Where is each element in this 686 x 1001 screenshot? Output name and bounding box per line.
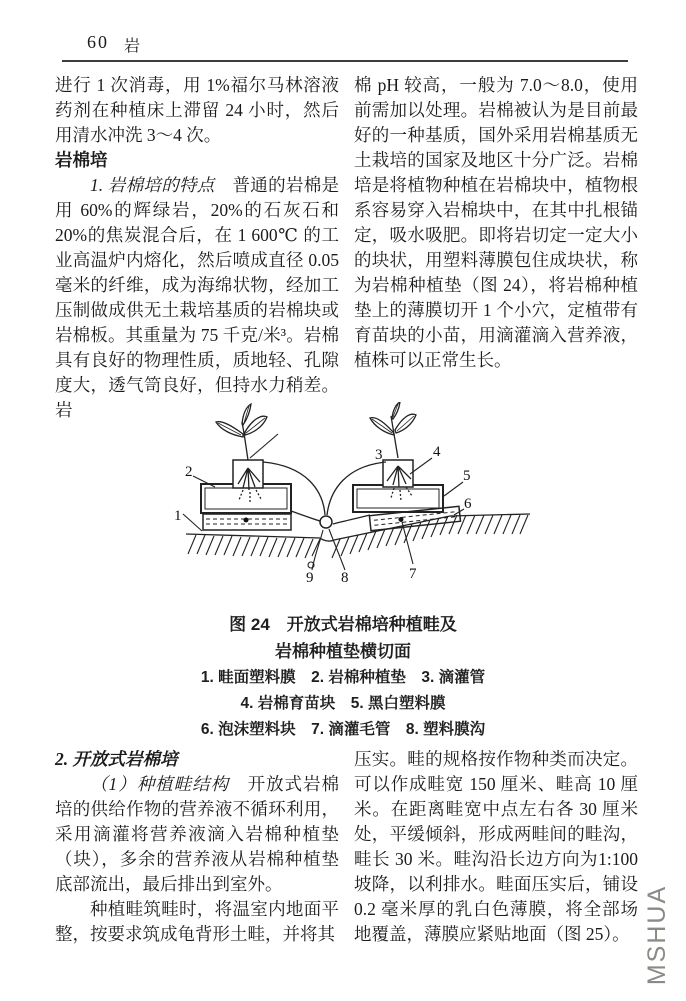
left-column-bottom [55,747,339,947]
sub-heading: 2. 开放式岩棉培 [55,749,178,769]
paragraph-lead: 1. 岩棉培的特点 [90,175,215,195]
left-seedling-cube [233,460,263,504]
section-heading: 岩棉培 [55,150,108,170]
right-seedling-cube [383,460,413,501]
paragraph: 压实。畦的规格按作物种类而决定。可以作成畦宽 150 厘米、畦高 10 厘米。在距离畦宽中点左右各 30 厘米处，平缓倾斜，形成两畦间的畦沟，畦长 30 米。畦沟沿长边方向为1:100坡降，以利排水。畦面压实后，铺设 0.2 毫米厚的乳白色薄膜，将全部场地覆盖，薄膜应紧贴地面（图 25）。 [354,749,638,944]
paragraph-lead: （1）种植畦结构 [90,774,230,794]
right-column-top [354,73,638,423]
header-rule [62,60,628,62]
right-column-bottom [354,747,638,947]
figure-label-5: 5 [463,468,471,484]
left-column-top [55,73,339,423]
legend-line-1: 1. 畦面塑料膜 2. 岩棉种植垫 3. 滴灌管 [200,669,486,686]
figure-label-8: 8 [341,570,349,586]
paragraph [55,173,339,423]
figure-label-4: 4 [433,444,441,460]
figure-caption [0,611,686,743]
running-head: 岩 [124,38,141,55]
figure-label-6: 6 [464,496,472,512]
figure-number-labels [174,444,472,586]
caption-line-1: 图 24 开放式岩棉培种植畦及 [229,615,457,634]
figure-24-diagram [148,402,552,604]
figure-label-7: 7 [409,566,417,582]
paragraph-body: 开放式岩棉培的供给作物的营养液不循环利用，采用滴灌将营养液滴入岩棉种植垫（块），多余的营养液从岩棉种植垫底部流出，最后排出到室外。 [55,774,340,894]
figure-label-3: 3 [375,447,383,463]
page-number: 60 [87,32,109,52]
figure-24-svg [148,402,552,604]
legend-line-3: 6. 泡沫塑料块 7. 滴灌毛管 8. 塑料膜沟 [200,721,486,738]
left-plant [216,404,278,460]
bottom-columns [55,747,639,947]
drip-pipe-circle [320,516,332,528]
legend-line-2: 4. 岩棉育苗块 5. 黑白塑料膜 [240,695,446,712]
paragraph: 进行 1 次消毒，用 1%福尔马林溶液药剂在种植床上滞留 24 小时，然后用清水冲洗 3～4 次。 [55,75,339,145]
figure-label-2: 2 [185,464,193,480]
paragraph: 棉 pH 较高，一般为 7.0～8.0，使用前需加以处理。岩棉被认为是目前最好的一种基质，国外采用岩棉基质无土栽培的国家及地区十分广泛。岩棉培是将植物种植在岩棉块中，植物根系容易穿入岩棉块中，在其中扎根锚定，吸水吸肥。即将岩切定一定大小的块状，用塑料薄膜包住成块状，称为岩棉种植垫（图 24），将岩棉种植垫上的薄膜切开 1 个小穴，定植带有育苗块的小苗，用滴灌滴入营养液，植株可以正常生长。 [354,75,638,370]
paragraph-body: 普通的岩棉是用 60%的辉绿岩，20%的石灰石和 20%的焦炭混合后，在 1 600℃ 的工业高温炉内熔化，然后喷成直径 0.05 毫米的纤维，成为海绵状物，经加工压制做成供无土栽培基质的岩棉块或岩棉板。其重量为 75 千克/米³。岩棉具有良好的物理性质，质地轻、孔隙度大，透气笥良好，但持水力稍差。岩 [55,175,340,420]
left-foam-block [203,514,291,530]
top-columns [55,73,639,423]
right-mat [353,485,443,512]
figure-label-1: 1 [174,508,182,524]
paragraph: 种植畦筑畦时，将温室内地面平整，按要求筑成龟背形土畦，并将其 [55,899,339,944]
caption-line-2: 岩棉种植垫横切面 [275,642,411,661]
paragraph [55,772,339,897]
figure-label-9: 9 [306,570,314,586]
watermark-text: MSHUA [643,884,671,986]
ground-hatching [188,515,528,558]
